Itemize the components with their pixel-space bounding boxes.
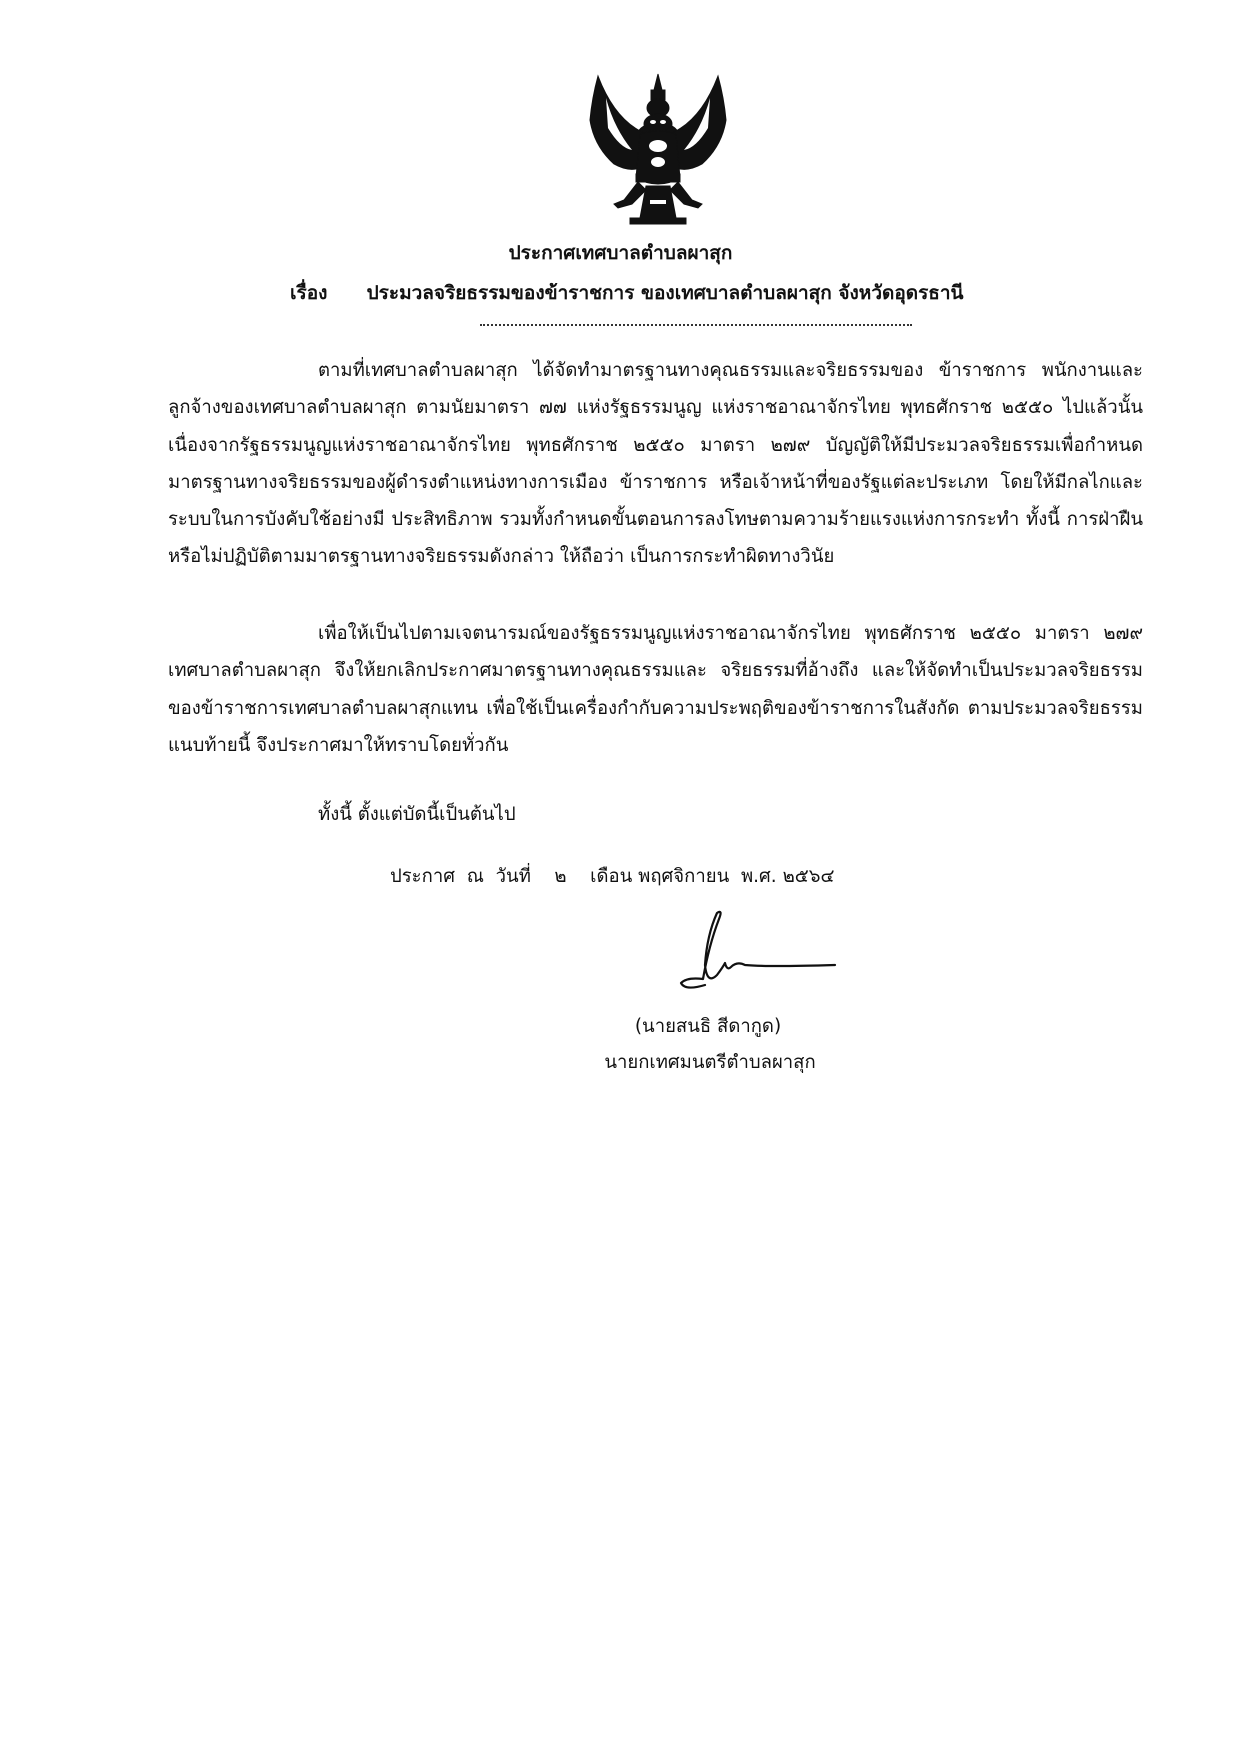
month-value: พฤศจิกายน bbox=[638, 866, 730, 887]
year-value: ๒๕๖๔ bbox=[782, 866, 835, 887]
subject-label: เรื่อง bbox=[290, 282, 328, 304]
announce-label: ประกาศ bbox=[390, 866, 455, 887]
garuda-emblem-icon bbox=[584, 68, 732, 228]
day-label: วันที่ bbox=[495, 866, 531, 887]
subject-row bbox=[290, 280, 964, 306]
subject-text: ประมวลจริยธรรมของข้าราชการ ของเทศบาลตำบลผาสุก จังหวัดอุดรธานี bbox=[366, 282, 964, 304]
day-value: ๒ bbox=[554, 866, 567, 887]
signer-position: นายกเทศมนตรีตำบลผาสุก bbox=[604, 1052, 816, 1073]
announcement-title: ประกาศเทศบาลตำบลผาสุก bbox=[508, 242, 733, 264]
separator-dotted-line bbox=[480, 324, 912, 326]
announcement-date bbox=[390, 862, 835, 892]
month-label: เดือน bbox=[590, 866, 633, 887]
handwritten-signature-icon bbox=[665, 905, 845, 995]
year-label: พ.ศ. bbox=[740, 866, 777, 887]
at-label: ณ bbox=[466, 866, 484, 887]
signer-name: (นายสนธิ สีดากูด) bbox=[634, 1016, 782, 1037]
body-paragraph-2: เพื่อให้เป็นไปตามเจตนารมณ์ของรัฐธรรมนูญแห่งราชอาณาจักรไทย พุทธศักราช ๒๕๕๐ มาตรา ๒๗๙ เทศบาลตำบลผาสุก จึงให้ยกเลิกประกาศมาตรฐานทางคุณธรรมและ จริยธรรมที่อ้างถึง และให้จัดทำเป็นประมวลจริยธรรมของข้าราชการเทศบาลตำบลผาสุกแทน เพื่อใช้เป็นเครื่องกำกับความประพฤติของข้าราชการในสังกัด ตามประมวลจริยธรรมแนบท้ายนี้ จึงประกาศมาให้ทราบโดยทั่วกัน bbox=[168, 623, 1143, 756]
effective-statement: ทั้งนี้ ตั้งแต่บัดนี้เป็นต้นไป bbox=[318, 804, 516, 825]
body-paragraph-1: ตามที่เทศบาลตำบลผาสุก ได้จัดทำมาตรฐานทางคุณธรรมและจริยธรรมของ ข้าราชการ พนักงานและลูกจ้างของเทศบาลตำบลผาสุก ตามนัยมาตรา ๗๗ แห่งรัฐธรรมนูญ แห่งราชอาณาจักรไทย พุทธศักราช ๒๕๕๐ ไปแล้วนั้น เนื่องจากรัฐธรรมนูญแห่งราชอาณาจักรไทย พุทธศักราช ๒๕๕๐ มาตรา ๒๗๙ บัญญัติให้มีประมวลจริยธรรมเพื่อกำหนดมาตรฐานทางจริยธรรมของผู้ดำรงตำแหน่งทางการเมือง ข้าราชการ หรือเจ้าหน้าที่ของรัฐแต่ละประเภท โดยให้มีกลไกและระบบในการบังคับใช้อย่างมี ประสิทธิภาพ รวมทั้งกำหนดขั้นตอนการลงโทษตามความร้ายแรงแห่งการกระทำ ทั้งนี้ การฝ่าฝืน หรือไม่ปฏิบัติตามมาตรฐานทางจริยธรรมดังกล่าว ให้ถือว่า เป็นการกระทำผิดทางวินัย bbox=[168, 360, 1143, 568]
